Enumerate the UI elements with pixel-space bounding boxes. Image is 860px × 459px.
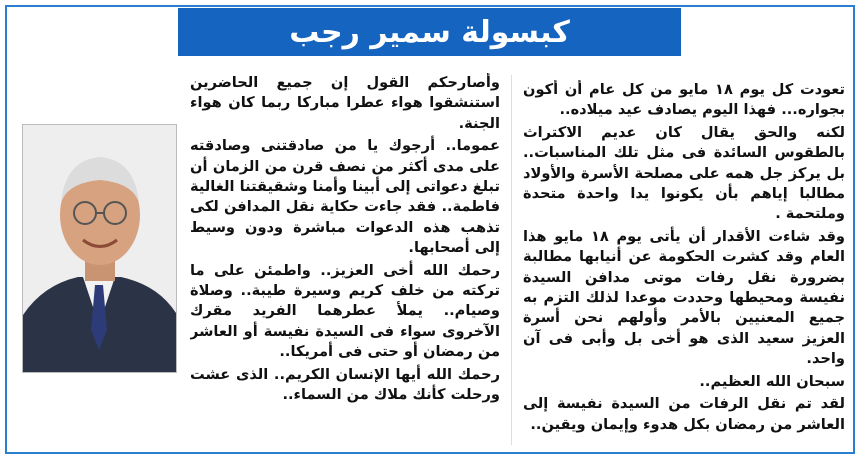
article-left-column [190, 73, 500, 448]
paragraph: لكنه والحق يقال كان عديم الاكتراث بالطقوس السائدة فى مثل تلك المناسبات.. بل يركز جل همه على مصلحة الأسرة والأولاد مطالبا إياهم بأن يكونوا يدا واحدة متحدة وملتحمة . [523, 123, 845, 223]
column-title: كبسولة سمير رجب [289, 14, 570, 50]
paragraph: تعودت كل يوم ١٨ مايو من كل عام أن أكون بجواره... فهذا اليوم يصادف عيد ميلاده.. [523, 81, 845, 119]
column-divider [511, 75, 512, 445]
paragraph: عموما.. أرجوك يا من صادقتنى وصادقته على مدى أكثر من نصف قرن من الزمان أن تبلغ دعواتى إلى أبينا وأمنا وشقيقتنا الغالية فاطمة.. فقد جاءت حكاية نقل المدافن لكى تذهب هذه الدعوات مباشرة ودون وسيط إلى أصحابها. [190, 137, 500, 257]
paragraph: وأصارحكم القول إن جميع الحاضرين استنشقوا هواء عطرا مباركا ربما كان هواء الجنة. [190, 74, 500, 132]
article-right-column [523, 80, 845, 452]
paragraph: لقد تم نقل الرفات من السيدة نفيسة إلى العاشر من رمضان بكل هدوء وإيمان ويقين.. [523, 395, 845, 433]
paragraph: سبحان الله العظيم.. [699, 372, 845, 390]
column-header [178, 8, 681, 56]
author-photo [22, 124, 177, 373]
paragraph: رحمك الله أيها الإنسان الكريم.. الذى عشت ورحلت كأنك ملاك من السماء.. [190, 365, 500, 404]
paragraph: وقد شاءت الأقدار أن يأتى يوم ١٨ مايو هذا العام وقد كشرت الحكومة عن أنيابها مطالبة بضرورة نقل رفات موتى مدافن السيدة نفيسة ومحيطها وحددت موعدا لذلك التزم به جميع المعنيين بالأمر وأولهم نحن أسرة العزيز سعيد الذى هو أخى بل وأبى فى آن واحد. [523, 227, 845, 368]
paragraph: رحمك الله أخى العزيز.. واطمئن على ما تركته من خلف كريم وسيرة طيبة.. وصلاة وصيام.. يملأ عطرهما الفريد مقرك الآخروى سواء فى السيدة نفيسة أو العاشر من رمضان أو حتى فى أمريكا.. [190, 261, 500, 361]
